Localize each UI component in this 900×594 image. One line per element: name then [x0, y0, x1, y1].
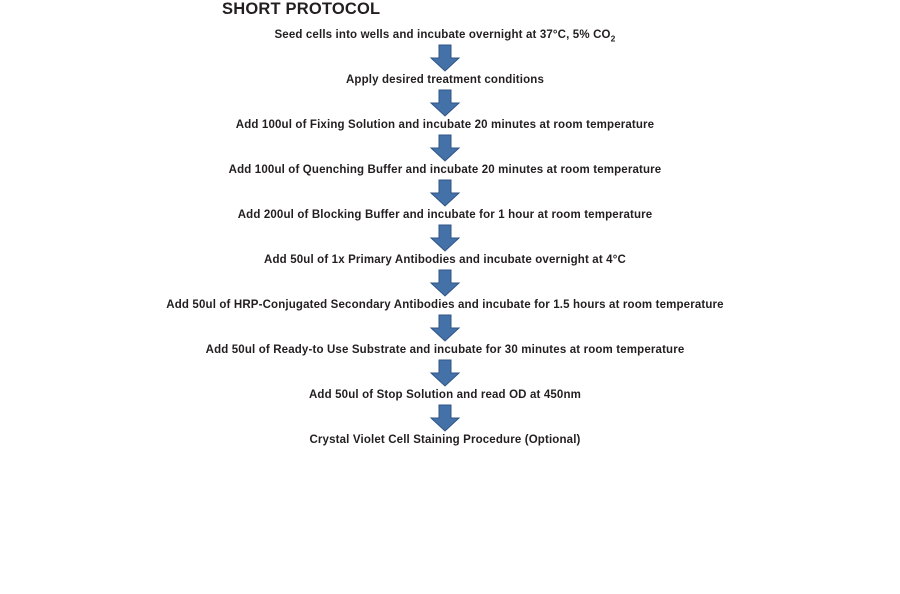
down-arrow-icon — [429, 43, 461, 73]
protocol-step-10 — [145, 433, 745, 448]
protocol-step-6-text: Add 50ul of 1x Primary Antibodies and incubate overnight at 4°C — [264, 254, 626, 266]
protocol-step-6 — [145, 253, 745, 268]
down-arrow-icon — [429, 268, 461, 298]
flow-arrow-2-wrap — [145, 88, 745, 118]
flow-arrow-4-wrap — [145, 178, 745, 208]
protocol-step-2-text: Apply desired treatment conditions — [345, 74, 545, 86]
protocol-flow — [0, 28, 900, 448]
protocol-step-4 — [145, 163, 745, 178]
protocol-step-4-text: Add 100ul of Quenching Buffer and incubate 20 minutes at room temperature — [228, 164, 662, 176]
protocol-step-1 — [145, 28, 745, 43]
flow-arrow-1-wrap — [145, 43, 745, 73]
protocol-step-3-text: Add 100ul of Fixing Solution and incubate 20 minutes at room temperature — [235, 119, 655, 131]
protocol-step-5-text: Add 200ul of Blocking Buffer and incubate for 1 hour at room temperature — [237, 209, 653, 221]
protocol-step-1-subscript: 2 — [610, 33, 616, 44]
down-arrow-icon — [429, 178, 461, 208]
down-arrow-icon — [429, 88, 461, 118]
protocol-step-5 — [145, 208, 745, 223]
flow-arrow-9-wrap — [145, 403, 745, 433]
protocol-step-7 — [145, 298, 745, 313]
down-arrow-icon — [429, 358, 461, 388]
down-arrow-icon — [429, 313, 461, 343]
protocol-step-7-text: Add 50ul of HRP-Conjugated Secondary Antibodies and incubate for 1.5 hours at room temperature — [166, 299, 724, 311]
protocol-step-9 — [145, 388, 745, 403]
flow-arrow-8-wrap — [145, 358, 745, 388]
protocol-step-8 — [145, 343, 745, 358]
down-arrow-icon — [429, 223, 461, 253]
down-arrow-icon — [429, 403, 461, 433]
flow-arrow-7-wrap — [145, 313, 745, 343]
protocol-step-1-text: Seed cells into wells and incubate overnight at 37°C, 5% CO — [274, 29, 611, 41]
page-title: SHORT PROTOCOL — [222, 0, 381, 18]
down-arrow-icon — [429, 133, 461, 163]
protocol-step-10-text: Crystal Violet Cell Staining Procedure (Optional) — [309, 434, 581, 446]
flow-arrow-3-wrap — [145, 133, 745, 163]
flow-arrow-6-wrap — [145, 268, 745, 298]
protocol-step-8-text: Add 50ul of Ready-to Use Substrate and incubate for 30 minutes at room temperature — [205, 344, 685, 356]
protocol-step-3 — [145, 118, 745, 133]
protocol-step-9-text: Add 50ul of Stop Solution and read OD at 450nm — [308, 389, 582, 401]
protocol-step-2 — [145, 73, 745, 88]
flow-arrow-5-wrap — [145, 223, 745, 253]
